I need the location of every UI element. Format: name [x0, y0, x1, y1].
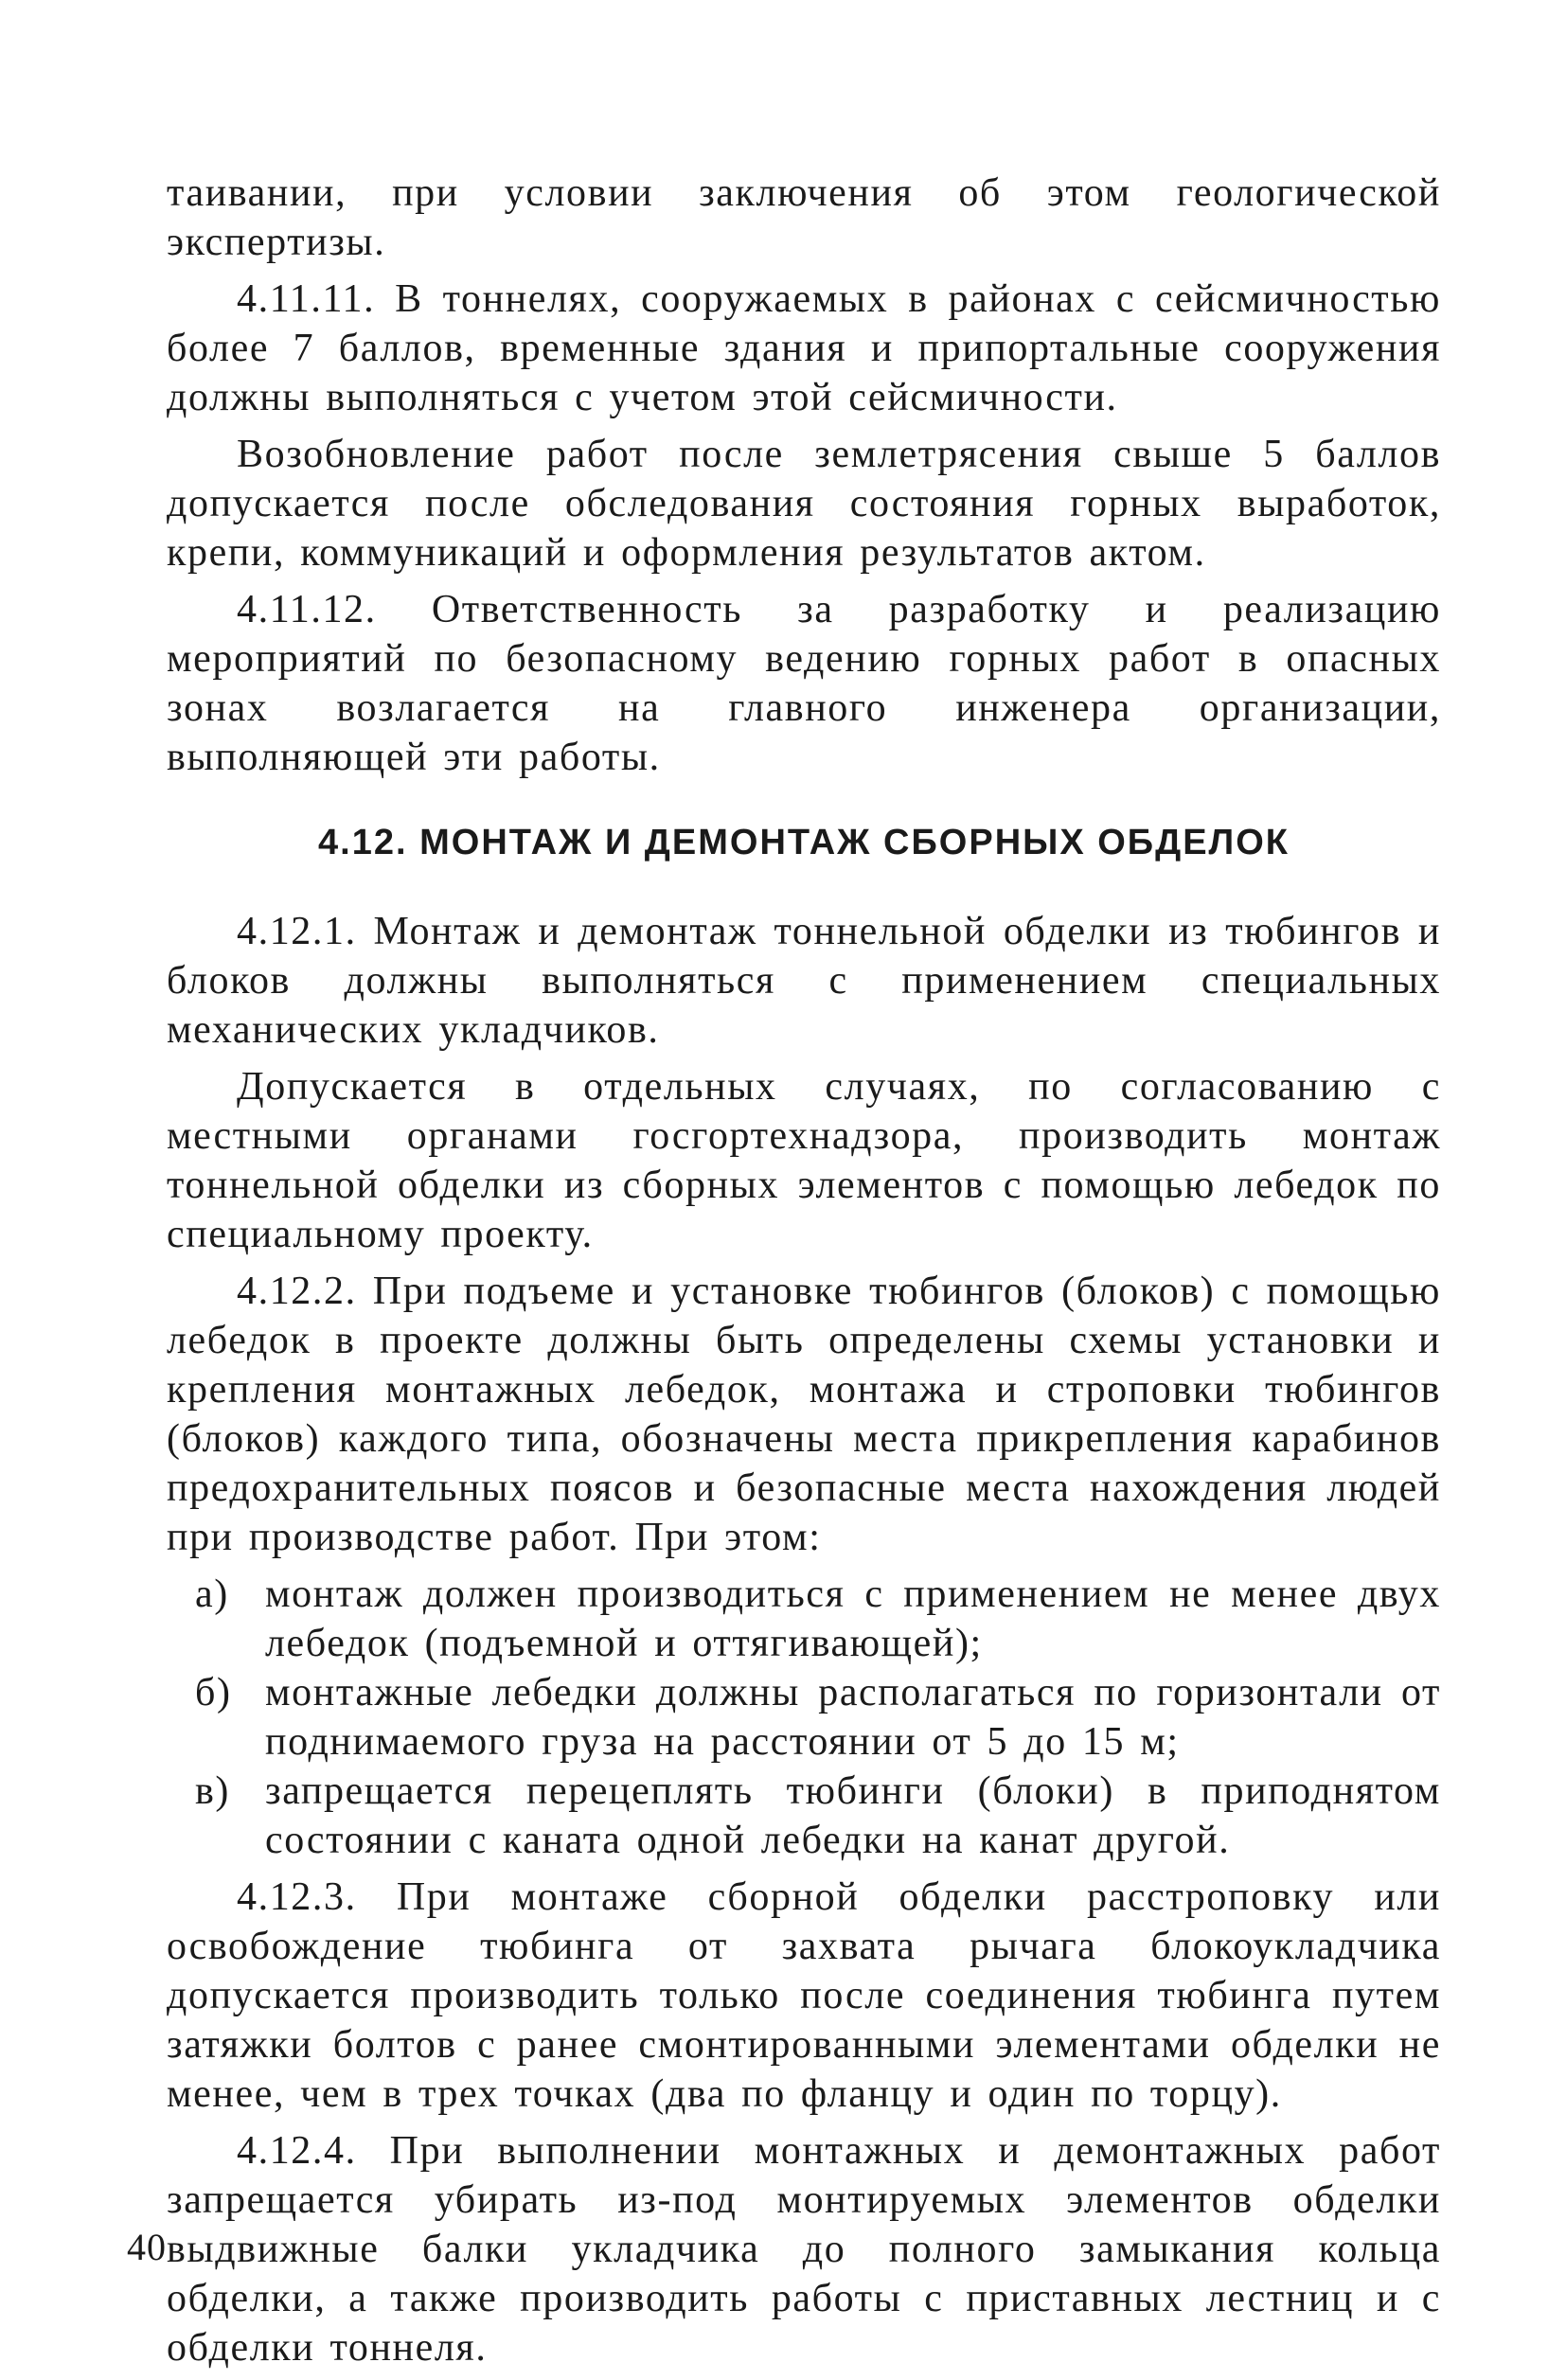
list-marker: б) — [195, 1671, 232, 1714]
paragraph-4-11-12: 4.11.12. Ответственность за разработку и реализацию мероприятий по безопасному ведению горных работ в опасных зонах возлагается на главного инженера организации, выполняющей эти работы. — [167, 588, 1441, 779]
list-marker: а) — [195, 1572, 229, 1616]
paragraph-4-12-3: 4.12.3. При монтаже сборной обделки расстроповку или освобождение тюбинга от захвата рычага блокоукладчика допускается производить только после соединения тюбинга путем затяжки болтов с ранее смонтированными элементами обделки не менее, чем в трех точках (два по фланцу и один по торцу). — [167, 1875, 1441, 2116]
page-number: 40 — [127, 2226, 167, 2268]
list-text: монтаж должен производиться с применением не менее двух лебедок (подъемной и оттягивающей); — [265, 1572, 1441, 1665]
section-title: 4.12. МОНТАЖ И ДЕМОНТАЖ СБОРНЫХ ОБДЕЛОК — [318, 823, 1290, 862]
list-marker: в) — [195, 1769, 231, 1813]
paragraph-4-11-11: 4.11.11. В тоннелях, сооружаемых в районах с сейсмичностью более 7 баллов, временные здания и припортальные сооружения должны выполняться с учетом этой сейсмичности. — [167, 277, 1441, 419]
list-text: запрещается перецеплять тюбинги (блоки) в приподнятом состоянии с каната одной лебедки на канат другой. — [265, 1769, 1441, 1862]
paragraph-4-12-4: 4.12.4. При выполнении монтажных и демонтажных работ запрещается убирать из-под монтируемых элементов обделки выдвижные балки укладчика до полного замыкания кольца обделки, а также производить работы с приставных лестниц и с обделки тоннеля. — [167, 2129, 1441, 2370]
paragraph-resumption: Возобновление работ после землетрясения свыше 5 баллов допускается после обследования состояния горных выработок, крепи, коммуникаций и оформления результатов актом. — [167, 433, 1441, 575]
paragraph-continuation: таивании, при условии заключения об этом геологической экспертизы. — [167, 171, 1441, 264]
paragraph-allowed: Допускается в отдельных случаях, по согласованию с местными органами госгортехнадзора, производить монтаж тоннельной обделки из сборных элементов с помощью лебедок по специальному проекту. — [167, 1065, 1441, 1256]
list-item — [167, 1668, 1441, 1767]
list-item — [167, 1767, 1441, 1865]
list-text: монтажные лебедки должны располагаться по горизонтали от поднимаемого груза на расстоянии от 5 до 15 м; — [265, 1671, 1441, 1764]
paragraph-4-12-1: 4.12.1. Монтаж и демонтаж тоннельной обделки из тюбингов и блоков должны выполняться с применением специальных механических укладчиков. — [167, 910, 1441, 1052]
paragraph-4-12-2: 4.12.2. При подъеме и установке тюбингов (блоков) с помощью лебедок в проекте должны быть определены схемы установки и крепления монтажных лебедок, монтажа и строповки тюбингов (блоков) каждого типа, обозначены места прикрепления карабинов предохранительных поясов и безопасные места нахождения людей при производстве работ. При этом: — [167, 1270, 1441, 1559]
list-item — [167, 1570, 1441, 1668]
document-page — [167, 169, 1441, 2380]
